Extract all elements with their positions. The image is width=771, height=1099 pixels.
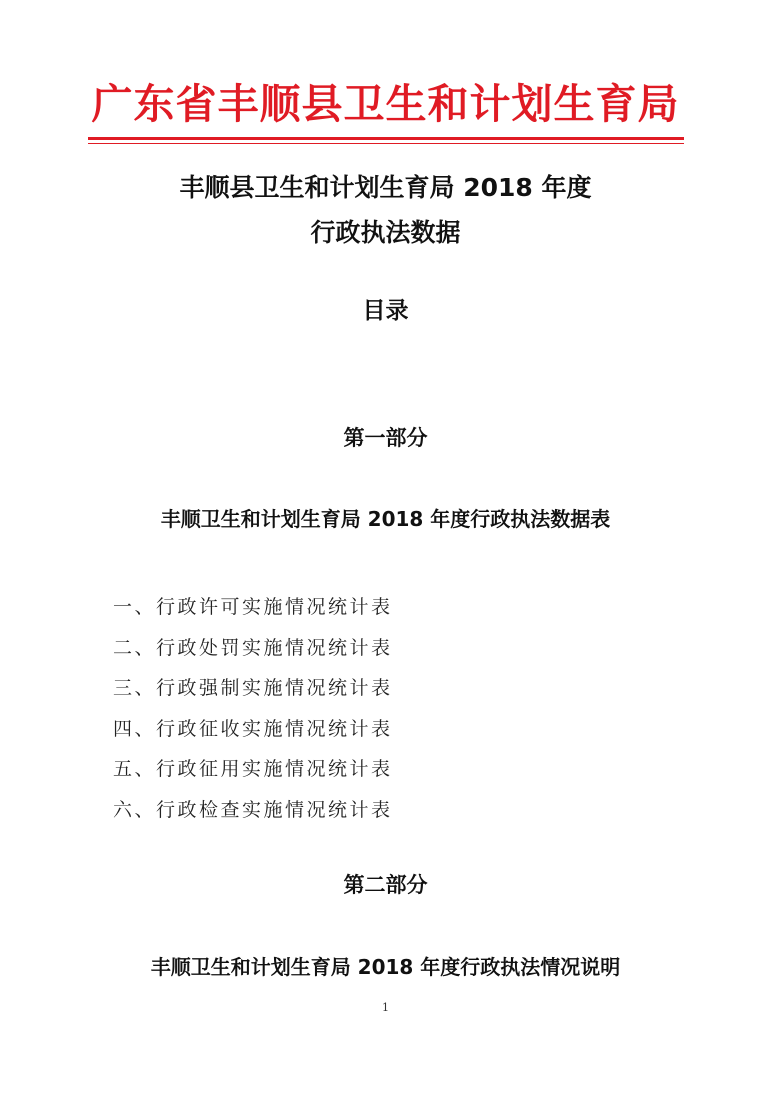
letterhead-org-name: 广东省丰顺县卫生和计划生育局 <box>91 80 680 128</box>
document-title-line1: 丰顺县卫生和计划生育局 2018 年度 <box>179 173 592 202</box>
toc-heading: 目录 <box>362 298 409 324</box>
toc-item-1: 一、行政许可实施情况统计表 <box>113 596 393 618</box>
page-number: 1 <box>382 1001 389 1014</box>
toc-item-4: 四、行政征收实施情况统计表 <box>113 717 393 740</box>
part-two-heading: 第二部分 <box>343 873 428 897</box>
letterhead-rule-thick <box>88 137 684 140</box>
part-one-heading: 第一部分 <box>343 426 428 450</box>
part-one-subtitle: 丰顺卫生和计划生育局 2018 年度行政执法数据表 <box>160 507 611 531</box>
toc-item-3: 三、行政强制实施情况统计表 <box>113 677 393 699</box>
toc-item-6: 六、行政检查实施情况统计表 <box>113 798 393 821</box>
toc-item-5: 五、行政征用实施情况统计表 <box>113 758 393 780</box>
letterhead-rule-thin <box>88 143 684 144</box>
document-title-line2: 行政执法数据 <box>310 218 461 247</box>
toc-item-2: 二、行政处罚实施情况统计表 <box>113 636 393 659</box>
toc-list <box>113 587 393 830</box>
part-two-subtitle: 丰顺卫生和计划生育局 2018 年度行政执法情况说明 <box>150 955 621 979</box>
